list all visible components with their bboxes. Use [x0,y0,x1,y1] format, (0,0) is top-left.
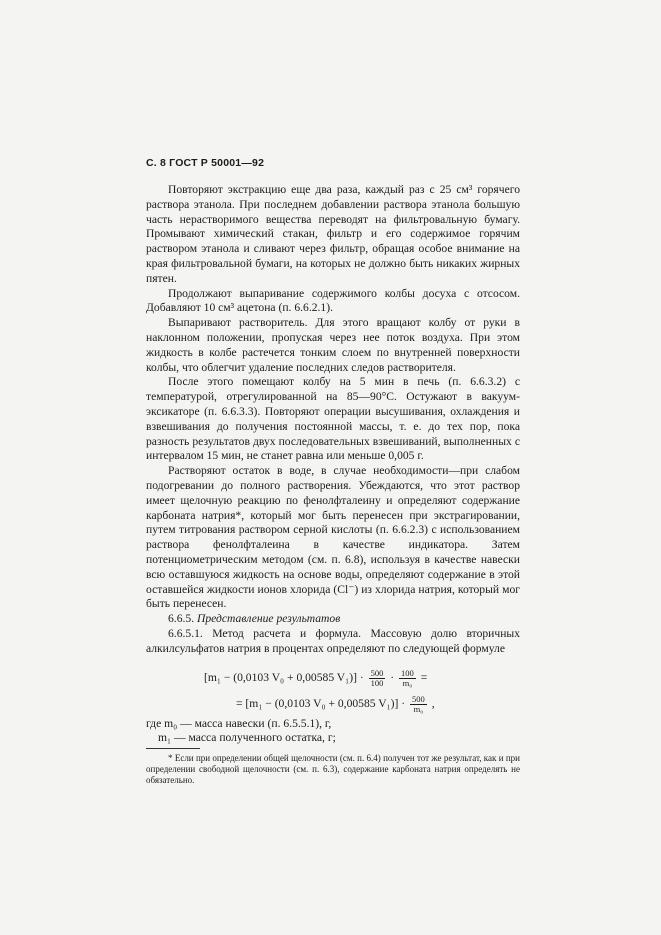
subsection-paragraph: 6.6.5.1. Метод расчета и формула. Массовую долю вторичных алкилсульфатов натрия в процентах определяют по следующей формуле [146,626,520,655]
fraction [399,669,416,688]
footnote: * Если при определении общей щелочности (см. п. 6.4) получен тот же результат, как и при определении свободной щелочности (см. п. 6.3), содержание карбоната натрия определять не обязательно. [146,753,520,786]
paragraph: Растворяют остаток в воде, в случае необходимости—при слабом подогревании до полного растворения. Убеждаются, что этот раствор имеет щелочную реакцию по фенолфталеину и определяют содержание карбоната натрия*, который мог быть перенесен при экстрагировании, путем титрования раствором серной кислоты (п. 6.6.2.3) с использованием раствора фенолфталеина в качестве индикатора. Затем потенциометрическим методом (см. п. 6.8), используя в качестве навески всю оставшуюся жидкость на основе воды, определяют содержание в этой оставшейся жидкости ионов хлорида (Cl⁻) из хлорида натрия, который мог быть перенесен. [146,464,520,611]
paragraph: После этого помещают колбу на 5 мин в печь (п. 6.6.3.2) с температурой, отрегулированной на 85—90°С. Остужают в вакуум-эксикаторе (п. 6.6.3.3). Повторяют операции высушивания, охлаждения и взвешивания до получения постоянной массы, т. е. до тех пор, пока разность результатов двух последовательных взвешиваний, выполненных с интервалом 15 мин, не станет равна или меньше 0,005 г. [146,375,520,463]
fraction-numerator: 100 [401,667,414,678]
definition-line: m₁ — масса полученного остатка, г; [158,731,336,745]
fraction-numerator: 500 [370,667,384,678]
variable-definitions [146,717,520,747]
page-header: С. 8 ГОСТ Р 50001—92 [146,157,265,169]
formula-operator: · [390,670,398,684]
fraction-numerator: 500 [412,693,425,704]
formula-line-1 [204,669,427,688]
fraction-denominator: m₀ [413,703,424,714]
section-number: 6.6.5. [168,612,195,626]
paragraph: Выпаривают растворитель. Для этого вращают колбу от руки в наклонном положении, пропуская через нее поток воздуха. При этом жидкость в колбе растечется тонким слоем по внутренней поверхности колбы, что облегчит удаление последних следов растворителя. [146,316,520,374]
section-title: Представление результатов [197,612,341,626]
footnote-divider [146,748,200,749]
formula-operator: , [431,696,435,710]
formula-term: [m₁ − (0,0103 V₀ + 0,00585 V₁)] · [204,670,367,684]
paragraph: Повторяют экстракцию еще два раза, каждый раз с 25 см³ горячего раствора этанола. При последнем добавлении раствора этанола большую часть нерастворимого вещества переводят на фильтровальную бумагу. Промывают химический стакан, фильтр и его содержимое горячим раствором этанола и сливают через фильтр, обращая особое внимание на края фильтровальной бумаги, на которых не должно быть никаких жирных пятен. [146,183,520,285]
page-content [146,183,520,786]
paragraph: Продолжают выпаривание содержимого колбы досуха с отсосом. Добавляют 10 см³ ацетона (п. 6.6.2.1). [146,286,520,315]
fraction-denominator: m₀ [402,677,413,688]
definition-line: где m₀ — масса навески (п. 6.5.5.1), г, [146,716,332,730]
formula-operator: = [420,670,428,684]
formula-term: = [m₁ − (0,0103 V₀ + 0,00585 V₁)] · [236,696,409,710]
fraction-denominator: 100 [370,677,384,688]
section-heading [146,612,520,627]
formula-line-2 [236,695,435,714]
fraction [410,695,427,714]
fraction [369,669,386,688]
formula [146,663,520,714]
